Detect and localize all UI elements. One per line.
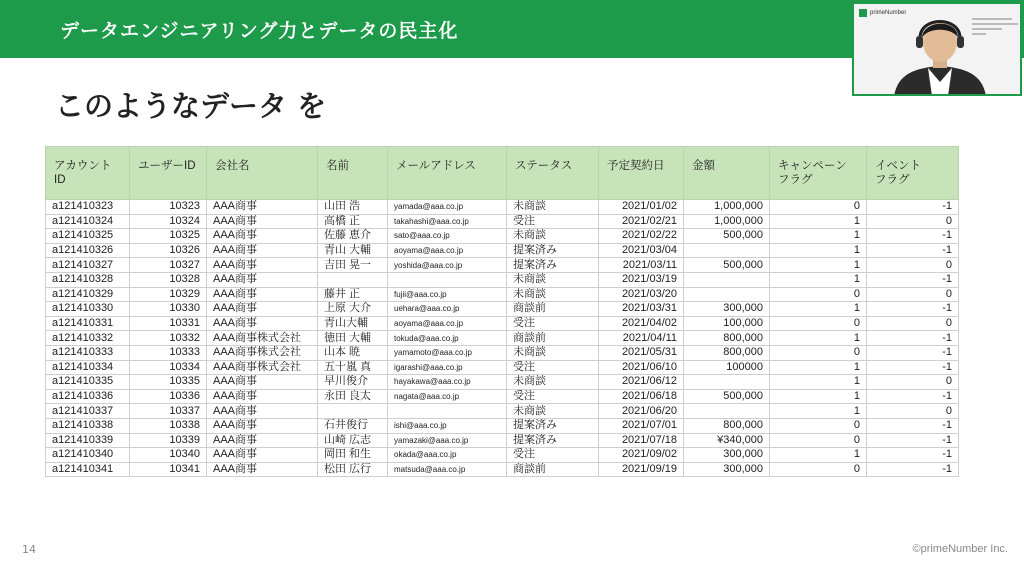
table-cell: -1 (867, 418, 959, 433)
table-cell: 10327 (130, 258, 207, 273)
table-cell: 吉田 晃一 (318, 258, 388, 273)
table-cell: okada@aaa.co.jp (388, 448, 507, 463)
table-cell: 800,000 (684, 418, 770, 433)
table-cell: 商談前 (507, 331, 599, 346)
table-cell (684, 375, 770, 390)
table-cell: -1 (867, 200, 959, 215)
table-cell: 2021/04/02 (599, 316, 684, 331)
table-cell: 0 (770, 316, 867, 331)
page-number: 14 (22, 543, 36, 556)
table-cell: 提案済み (507, 418, 599, 433)
table-header-row (46, 147, 959, 200)
table-cell: a121410332 (46, 331, 130, 346)
column-header: アカウントID (46, 147, 130, 200)
column-header: ステータス (507, 147, 599, 200)
table-cell (684, 272, 770, 287)
table-cell: yamada@aaa.co.jp (388, 200, 507, 215)
table-cell: 0 (867, 316, 959, 331)
table-row (46, 272, 959, 287)
table-cell: a121410330 (46, 302, 130, 317)
table-cell: 0 (770, 433, 867, 448)
table-cell: 300,000 (684, 448, 770, 463)
data-table (45, 146, 959, 477)
table-cell: a121410336 (46, 389, 130, 404)
table-cell: 2021/05/31 (599, 345, 684, 360)
table-cell: AAA商事 (207, 200, 318, 215)
table-cell: sato@aaa.co.jp (388, 229, 507, 244)
table-cell: ishi@aaa.co.jp (388, 418, 507, 433)
table-cell: 2021/06/20 (599, 404, 684, 419)
table-cell: matsuda@aaa.co.jp (388, 462, 507, 477)
table-cell: 五十嵐 真 (318, 360, 388, 375)
table-row (46, 243, 959, 258)
table-cell: -1 (867, 448, 959, 463)
column-header: 会社名 (207, 147, 318, 200)
table-cell: AAA商事 (207, 214, 318, 229)
table-cell: -1 (867, 360, 959, 375)
table-cell: 2021/06/10 (599, 360, 684, 375)
table-cell: AAA商事 (207, 243, 318, 258)
speaker-video-tile (852, 2, 1022, 96)
table-cell: 2021/04/11 (599, 331, 684, 346)
table-row (46, 404, 959, 419)
table-cell: 受注 (507, 389, 599, 404)
table-cell: 2021/07/18 (599, 433, 684, 448)
table-cell: AAA商事株式会社 (207, 360, 318, 375)
table-cell: AAA商事 (207, 258, 318, 273)
table-cell: 商談前 (507, 302, 599, 317)
table-cell: 受注 (507, 448, 599, 463)
table-cell: 10332 (130, 331, 207, 346)
copyright: ©primeNumber Inc. (912, 543, 1008, 555)
table-cell: a121410339 (46, 433, 130, 448)
table-cell: 1 (770, 448, 867, 463)
table-cell: 1 (770, 404, 867, 419)
table-cell: 受注 (507, 214, 599, 229)
column-header: ユーザーID (130, 147, 207, 200)
table-cell: a121410338 (46, 418, 130, 433)
table-cell: 10326 (130, 243, 207, 258)
table-cell: 2021/03/04 (599, 243, 684, 258)
table-cell: AAA商事 (207, 448, 318, 463)
table-row (46, 462, 959, 477)
table-cell: 高橋 正 (318, 214, 388, 229)
table-cell: 永田 良太 (318, 389, 388, 404)
table-cell: 提案済み (507, 258, 599, 273)
table-cell: 2021/09/02 (599, 448, 684, 463)
table-cell: tokuda@aaa.co.jp (388, 331, 507, 346)
table-cell: a121410327 (46, 258, 130, 273)
table-cell: 未商談 (507, 200, 599, 215)
table-cell: a121410328 (46, 272, 130, 287)
table-cell: a121410331 (46, 316, 130, 331)
table-cell: AAA商事 (207, 389, 318, 404)
table-cell: yamamoto@aaa.co.jp (388, 345, 507, 360)
table-cell: aoyama@aaa.co.jp (388, 316, 507, 331)
table-cell: takahashi@aaa.co.jp (388, 214, 507, 229)
table-cell: a121410329 (46, 287, 130, 302)
table-cell: 2021/06/12 (599, 375, 684, 390)
table-cell: 0 (867, 404, 959, 419)
table-cell: 10336 (130, 389, 207, 404)
table-cell: a121410334 (46, 360, 130, 375)
table-row (46, 375, 959, 390)
table-cell: 提案済み (507, 433, 599, 448)
table-cell: AAA商事 (207, 287, 318, 302)
table-row (46, 418, 959, 433)
table-cell: 山田 浩 (318, 200, 388, 215)
table-cell: 1 (770, 229, 867, 244)
table-cell: a121410325 (46, 229, 130, 244)
table-cell (684, 404, 770, 419)
table-cell: 未商談 (507, 404, 599, 419)
table-cell: -1 (867, 243, 959, 258)
column-header: 金額 (684, 147, 770, 200)
table-cell: a121410323 (46, 200, 130, 215)
table-cell: AAA商事株式会社 (207, 345, 318, 360)
table-cell: 未商談 (507, 345, 599, 360)
table-cell: 未商談 (507, 229, 599, 244)
table-cell: AAA商事 (207, 433, 318, 448)
table-cell: uehara@aaa.co.jp (388, 302, 507, 317)
table-cell: 1 (770, 214, 867, 229)
table-cell: -1 (867, 462, 959, 477)
table-cell: 10328 (130, 272, 207, 287)
table-row (46, 229, 959, 244)
column-header: 予定契約日 (599, 147, 684, 200)
table-cell: AAA商事 (207, 375, 318, 390)
table-cell: 受注 (507, 360, 599, 375)
table-cell: 佐藤 恵介 (318, 229, 388, 244)
table-row (46, 331, 959, 346)
table-cell (318, 404, 388, 419)
speaker-person-icon (884, 12, 996, 96)
table-cell (318, 272, 388, 287)
table-cell: -1 (867, 345, 959, 360)
table-cell: 10335 (130, 375, 207, 390)
table-cell: 500,000 (684, 389, 770, 404)
table-cell: yamazaki@aaa.co.jp (388, 433, 507, 448)
table-cell: 800,000 (684, 331, 770, 346)
table-cell: 山崎 広志 (318, 433, 388, 448)
table-row (46, 389, 959, 404)
table-cell: 0 (867, 214, 959, 229)
table-cell: 100000 (684, 360, 770, 375)
table-row (46, 200, 959, 215)
table-cell: 300,000 (684, 302, 770, 317)
table-cell: 山本 暁 (318, 345, 388, 360)
table-cell: 10340 (130, 448, 207, 463)
table-cell: 0 (770, 200, 867, 215)
table-cell: AAA商事 (207, 316, 318, 331)
page-title: このようなデータ を (55, 89, 327, 123)
table-cell: yoshida@aaa.co.jp (388, 258, 507, 273)
table-cell: hayakawa@aaa.co.jp (388, 375, 507, 390)
table-cell: 2021/03/20 (599, 287, 684, 302)
column-header: イベント フラグ (867, 147, 959, 200)
column-header: メールアドレス (388, 147, 507, 200)
table-cell: 300,000 (684, 462, 770, 477)
table-cell: 10331 (130, 316, 207, 331)
table-cell: -1 (867, 272, 959, 287)
table-cell: aoyama@aaa.co.jp (388, 243, 507, 258)
table-cell: 2021/01/02 (599, 200, 684, 215)
table-cell: 2021/02/22 (599, 229, 684, 244)
table-cell: 石井俊行 (318, 418, 388, 433)
table-cell: igarashi@aaa.co.jp (388, 360, 507, 375)
table-cell: ¥340,000 (684, 433, 770, 448)
table-cell: 0 (867, 258, 959, 273)
table-row (46, 433, 959, 448)
table-cell: 1 (770, 375, 867, 390)
table-cell: 2021/06/18 (599, 389, 684, 404)
table-row (46, 448, 959, 463)
table-cell: 未商談 (507, 375, 599, 390)
table-row (46, 214, 959, 229)
table-cell: 受注 (507, 316, 599, 331)
table-cell (388, 404, 507, 419)
table-cell: 2021/02/21 (599, 214, 684, 229)
table-cell: 800,000 (684, 345, 770, 360)
table-cell: 2021/03/31 (599, 302, 684, 317)
table-cell: AAA商事 (207, 462, 318, 477)
table-row (46, 302, 959, 317)
table-cell: 1 (770, 302, 867, 317)
column-header: 名前 (318, 147, 388, 200)
video-logo-text: primeNumber (870, 10, 907, 16)
table-cell: 1,000,000 (684, 214, 770, 229)
table-cell: 1 (770, 272, 867, 287)
table-cell: 2021/03/19 (599, 272, 684, 287)
table-cell: 未商談 (507, 287, 599, 302)
table-cell: 500,000 (684, 229, 770, 244)
table-cell: 10338 (130, 418, 207, 433)
table-cell: a121410326 (46, 243, 130, 258)
table-cell: 10329 (130, 287, 207, 302)
table-cell: 青山大輔 (318, 316, 388, 331)
table-cell: 10325 (130, 229, 207, 244)
table-cell: 徳田 大輔 (318, 331, 388, 346)
table-cell: 1 (770, 389, 867, 404)
table-cell: 0 (770, 287, 867, 302)
table-cell: 1 (770, 243, 867, 258)
table-cell: a121410340 (46, 448, 130, 463)
table-cell: 1 (770, 360, 867, 375)
table-cell: 松田 広行 (318, 462, 388, 477)
table-cell: 500,000 (684, 258, 770, 273)
table-cell: 早川俊介 (318, 375, 388, 390)
table-cell (684, 243, 770, 258)
table-cell: AAA商事 (207, 229, 318, 244)
table-cell: 上原 大介 (318, 302, 388, 317)
table-body (46, 200, 959, 477)
table-cell: 10333 (130, 345, 207, 360)
table-row (46, 360, 959, 375)
table-cell: AAA商事 (207, 404, 318, 419)
table-row (46, 316, 959, 331)
table-cell (388, 272, 507, 287)
table-row (46, 345, 959, 360)
table-cell: a121410337 (46, 404, 130, 419)
table-cell: 岡田 和生 (318, 448, 388, 463)
table-cell: a121410335 (46, 375, 130, 390)
table-row (46, 258, 959, 273)
table-cell: 100,000 (684, 316, 770, 331)
table-cell: -1 (867, 389, 959, 404)
table-cell: 0 (770, 345, 867, 360)
table-cell: 2021/03/11 (599, 258, 684, 273)
table-cell: 10337 (130, 404, 207, 419)
table-cell: 10324 (130, 214, 207, 229)
prime-logo-icon (859, 9, 867, 17)
table-cell: 10341 (130, 462, 207, 477)
table-cell: 10339 (130, 433, 207, 448)
table-cell: AAA商事 (207, 302, 318, 317)
table-row (46, 287, 959, 302)
table-cell: 商談前 (507, 462, 599, 477)
table-cell: 10334 (130, 360, 207, 375)
table-cell: 1 (770, 331, 867, 346)
table-cell: a121410333 (46, 345, 130, 360)
table-cell: -1 (867, 433, 959, 448)
table-cell: 2021/09/19 (599, 462, 684, 477)
table-cell: 未商談 (507, 272, 599, 287)
table-cell: -1 (867, 229, 959, 244)
table-cell: 2021/07/01 (599, 418, 684, 433)
table-cell: 10330 (130, 302, 207, 317)
table-cell: 1 (770, 258, 867, 273)
table-cell: 藤井 正 (318, 287, 388, 302)
table-cell: 0 (867, 375, 959, 390)
table-cell: a121410341 (46, 462, 130, 477)
table-cell: 青山 大輔 (318, 243, 388, 258)
table-cell: AAA商事株式会社 (207, 331, 318, 346)
table-cell: AAA商事 (207, 418, 318, 433)
table-cell: 1,000,000 (684, 200, 770, 215)
table-cell: nagata@aaa.co.jp (388, 389, 507, 404)
table-cell: a121410324 (46, 214, 130, 229)
table-cell: 0 (770, 418, 867, 433)
table-cell: AAA商事 (207, 272, 318, 287)
table-cell: -1 (867, 331, 959, 346)
table-cell: 0 (867, 287, 959, 302)
header-title: データエンジニアリング力とデータの民主化 (60, 20, 459, 42)
table-cell (684, 287, 770, 302)
table-cell: 0 (770, 462, 867, 477)
table-cell: -1 (867, 302, 959, 317)
table-cell: 提案済み (507, 243, 599, 258)
table-cell: 10323 (130, 200, 207, 215)
column-header: キャンペーン フラグ (770, 147, 867, 200)
table-cell: fujii@aaa.co.jp (388, 287, 507, 302)
